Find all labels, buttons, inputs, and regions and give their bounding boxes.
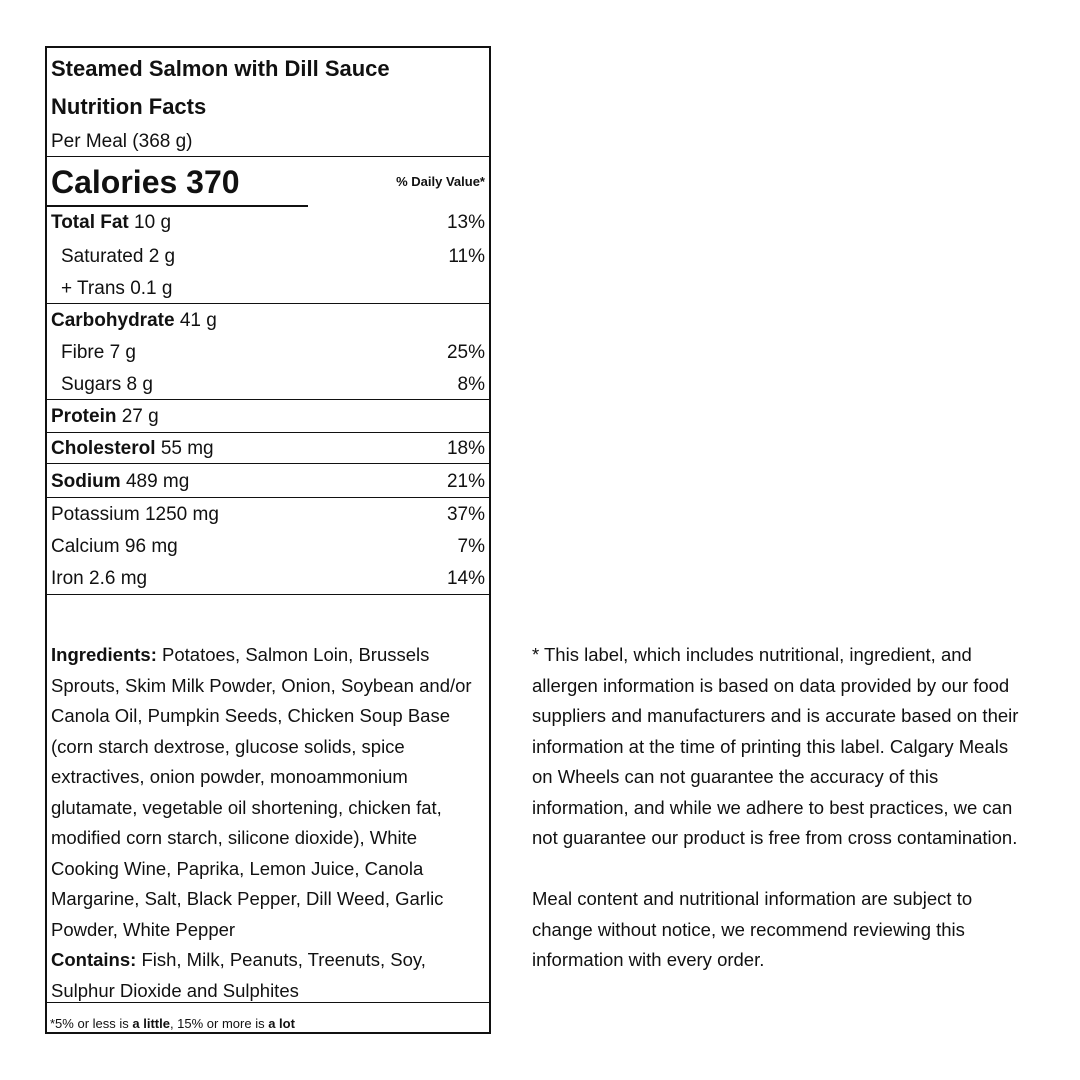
nutrient-amount: 2.6 mg: [89, 568, 148, 589]
divider: [47, 594, 489, 595]
nutrient-name: Calcium: [51, 536, 120, 557]
nutrient-dv: 21%: [446, 471, 485, 492]
nutrient-name: Total Fat: [51, 212, 129, 233]
nutrient-amount: 7 g: [109, 342, 136, 363]
nutrition-facts-heading: Nutrition Facts: [51, 94, 207, 119]
nutrient-dv: 14%: [446, 568, 485, 589]
nutrient-amount: 10 g: [134, 212, 172, 233]
nutrient-name: Cholesterol: [51, 438, 156, 459]
ingredients-label: Ingredients:: [51, 644, 157, 665]
divider: [47, 1002, 489, 1003]
nutrient-name: Iron: [51, 568, 84, 589]
footnote-mid: , 15% or more is: [169, 1016, 269, 1031]
contains-label: Contains:: [51, 949, 137, 970]
nutrient-name: Saturated: [61, 246, 144, 267]
nutrient-amount: 489 mg: [125, 471, 190, 492]
footnote: [50, 1014, 295, 1034]
divider: [47, 432, 489, 433]
nutrient-dv: 13%: [446, 212, 485, 233]
ingredients-paragraph: [51, 640, 489, 945]
divider: [47, 303, 489, 304]
divider: [47, 497, 489, 498]
nutrient-dv: 37%: [446, 504, 485, 525]
footnote-little: a little: [132, 1016, 170, 1031]
nutrient-dv: 18%: [446, 438, 485, 459]
nutrient-name: Protein: [51, 406, 117, 427]
serving-size: Per Meal (368 g): [51, 131, 193, 152]
nutrient-name: + Trans: [61, 278, 125, 299]
nutrition-label: [45, 46, 491, 1034]
contains-text: Fish, Milk, Peanuts, Treenuts, Soy, Sulphur Dioxide and Sulphites: [51, 949, 426, 1001]
nutrient-name: Sugars: [61, 374, 122, 395]
nutrient-dv: 8%: [457, 374, 485, 395]
disclaimer: [532, 640, 1032, 976]
disclaimer-paragraph-1: * This label, which includes nutritional, ingredient, and allergen information is based on data provided by our food suppliers and manufacturers and is accurate based on their information at the time of printing this label. Calgary Meals on Wheels can not guarantee the accuracy of this information, and while we adhere to best practices, we can not guarantee our product is free from cross contamination.: [532, 644, 1019, 848]
footnote-prefix: *5% or less is: [50, 1016, 133, 1031]
dish-name: Steamed Salmon with Dill Sauce: [51, 56, 390, 81]
divider: [47, 156, 489, 157]
nutrient-name: Potassium: [51, 504, 140, 525]
nutrient-amount: 2 g: [148, 246, 176, 267]
nutrient-name: Fibre: [61, 342, 105, 363]
nutrient-dv: 7%: [457, 536, 485, 557]
ingredients-text: Potatoes, Salmon Loin, Brussels Sprouts, Skim Milk Powder, Onion, Soybean and/or Canola Oil, Pumpkin Seeds, Chicken Soup Base (corn starch dextrose, glucose solids, spice extractives, onion powder, monoammonium glutamate, vegetable oil shortening, chicken fat, modified corn starch, silicone dioxide), White Cooking Wine, Paprika, Lemon Juice, Canola Margarine, Salt, Black Pepper, Dill Weed, Garlic Powder, White Pepper: [51, 644, 472, 940]
nutrient-dv: 25%: [446, 342, 485, 363]
nutrient-amount: 96 mg: [124, 536, 178, 557]
nutrient-name: Sodium: [51, 471, 121, 492]
nutrient-dv: 11%: [448, 246, 485, 267]
disclaimer-paragraph-2: Meal content and nutritional information are subject to change without notice, we recommend reviewing this information with every order.: [532, 888, 973, 970]
divider: [47, 399, 489, 400]
nutrient-amount: 55 mg: [160, 438, 214, 459]
contains-paragraph: [51, 945, 489, 1006]
nutrient-amount: 41 g: [179, 310, 217, 331]
divider: [47, 463, 489, 464]
footnote-lot: a lot: [268, 1016, 295, 1031]
nutrient-amount: 0.1 g: [130, 278, 173, 299]
nutrient-name: Carbohydrate: [51, 310, 175, 331]
calories: Calories 370: [51, 164, 240, 200]
calories-underline: [47, 205, 308, 207]
nutrient-amount: 27 g: [121, 406, 159, 427]
nutrient-amount: 8 g: [126, 374, 153, 395]
daily-value-header: % Daily Value*: [396, 174, 485, 189]
ingredients-block: [51, 640, 489, 1006]
nutrient-amount: 1250 mg: [144, 504, 219, 525]
